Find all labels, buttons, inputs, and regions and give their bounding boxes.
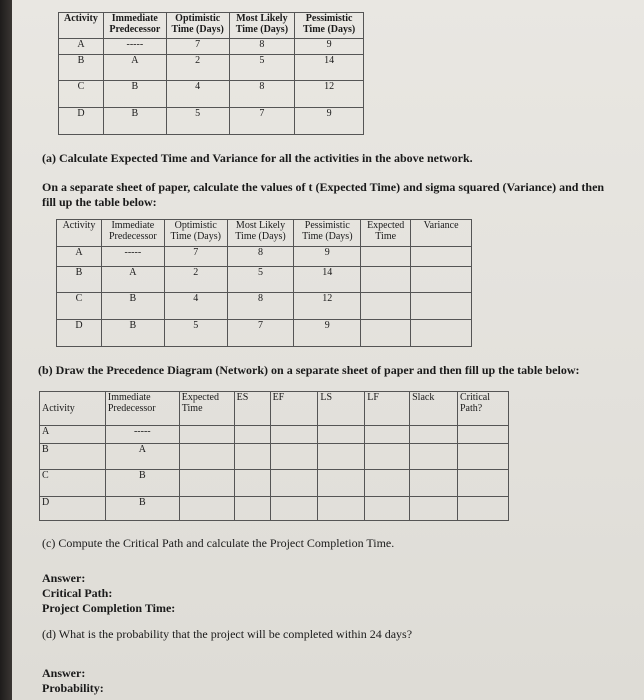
cell: B: [103, 81, 166, 108]
input-cell[interactable]: [270, 444, 318, 470]
header-optimistic: Optimistic Time (Days): [164, 220, 227, 247]
cell: 9: [295, 108, 364, 135]
table-row: [59, 108, 364, 135]
cell: -----: [105, 426, 179, 444]
input-cell[interactable]: [458, 426, 509, 444]
input-cell[interactable]: [318, 426, 365, 444]
header-es: ES: [234, 392, 270, 426]
cell: B: [105, 470, 179, 497]
header-predecessor: Immediate Predecessor: [103, 13, 166, 39]
input-cell[interactable]: [410, 426, 458, 444]
cell: 9: [295, 39, 364, 55]
variance-cell[interactable]: [411, 247, 472, 267]
table-row: [57, 320, 472, 347]
cell: 5: [229, 55, 295, 81]
cell: B: [103, 108, 166, 135]
header-activity: Activity: [59, 13, 104, 39]
cell: A: [101, 267, 164, 293]
table-row: [57, 247, 472, 267]
cell: 4: [166, 81, 229, 108]
cell: -----: [101, 247, 164, 267]
cell: -----: [103, 39, 166, 55]
input-cell[interactable]: [458, 497, 509, 521]
input-cell[interactable]: [179, 444, 234, 470]
cell: A: [59, 39, 104, 55]
table-row: [59, 39, 364, 55]
header-variance: Variance: [411, 220, 472, 247]
table-row: [59, 55, 364, 81]
input-cell[interactable]: [179, 426, 234, 444]
cell: D: [40, 497, 106, 521]
cell: D: [57, 320, 102, 347]
instruction-a-line1: On a separate sheet of paper, calculate the values of t (Expected Time) and sigma squared (Variance) and then: [42, 180, 605, 194]
cell: C: [40, 470, 106, 497]
input-cell[interactable]: [365, 497, 410, 521]
cell: 12: [295, 81, 364, 108]
header-critical-path: Critical Path?: [458, 392, 509, 426]
cell: 9: [294, 320, 361, 347]
input-cell[interactable]: [365, 444, 410, 470]
cell: 8: [227, 247, 294, 267]
header-slack: Slack: [410, 392, 458, 426]
table-row: [57, 293, 472, 320]
activity-times-table: [58, 12, 364, 135]
question-b: (b) Draw the Precedence Diagram (Network) on a separate sheet of paper and then fill up the table below:: [38, 363, 580, 377]
input-cell[interactable]: [318, 444, 365, 470]
cell: 4: [164, 293, 227, 320]
cell: 5: [164, 320, 227, 347]
input-cell[interactable]: [270, 497, 318, 521]
cell: D: [59, 108, 104, 135]
question-c: (c) Compute the Critical Path and calculate the Project Completion Time.: [42, 536, 395, 550]
input-cell[interactable]: [234, 426, 270, 444]
table-row: [40, 444, 509, 470]
cell: 7: [166, 39, 229, 55]
cell: 7: [227, 320, 294, 347]
header-ls: LS: [318, 392, 365, 426]
cell: A: [105, 444, 179, 470]
header-optimistic: Optimistic Time (Days): [166, 13, 229, 39]
input-cell[interactable]: [318, 497, 365, 521]
input-cell[interactable]: [410, 444, 458, 470]
instruction-a-line2: fill up the table below:: [42, 195, 157, 209]
header-expected-time: Expected Time: [361, 220, 411, 247]
cell: B: [105, 497, 179, 521]
cell: 8: [229, 39, 295, 55]
cell: 7: [229, 108, 295, 135]
cell: 2: [166, 55, 229, 81]
input-cell[interactable]: [410, 470, 458, 497]
input-cell[interactable]: [270, 426, 318, 444]
input-cell[interactable]: [270, 470, 318, 497]
table-row: [40, 470, 509, 497]
variance-cell[interactable]: [411, 320, 472, 347]
cell: B: [40, 444, 106, 470]
header-activity: Activity: [57, 220, 102, 247]
header-predecessor: Immediate Predecessor: [101, 220, 164, 247]
input-cell[interactable]: [458, 470, 509, 497]
variance-cell[interactable]: [411, 267, 472, 293]
table-row: [40, 497, 509, 521]
header-activity: Activity: [40, 392, 106, 426]
input-cell[interactable]: [365, 470, 410, 497]
question-a: (a) Calculate Expected Time and Variance for all the activities in the above network.: [42, 151, 473, 165]
cell: A: [103, 55, 166, 81]
header-predecessor: Immediate Predecessor: [105, 392, 179, 426]
cell: 8: [227, 293, 294, 320]
header-ef: EF: [270, 392, 318, 426]
expected-time-variance-table: [56, 219, 472, 347]
expected-time-cell[interactable]: [361, 320, 411, 347]
header-pessimistic: Pessimistic Time (Days): [295, 13, 364, 39]
cell: 5: [166, 108, 229, 135]
cell: 14: [295, 55, 364, 81]
header-expected-time: Expected Time: [179, 392, 234, 426]
input-cell[interactable]: [365, 426, 410, 444]
header-most-likely: Most Likely Time (Days): [229, 13, 295, 39]
input-cell[interactable]: [234, 497, 270, 521]
cell: 8: [229, 81, 295, 108]
input-cell[interactable]: [179, 497, 234, 521]
input-cell[interactable]: [179, 470, 234, 497]
cell: C: [59, 81, 104, 108]
input-cell[interactable]: [458, 444, 509, 470]
table-row: [59, 81, 364, 108]
input-cell[interactable]: [234, 444, 270, 470]
question-d: (d) What is the probability that the project will be completed within 24 days?: [42, 627, 413, 641]
answer-label-c: Answer:: [42, 571, 86, 585]
project-completion-time-label: Project Completion Time:: [42, 601, 176, 615]
cell: 14: [294, 267, 361, 293]
cell: B: [101, 320, 164, 347]
cell: 2: [164, 267, 227, 293]
cell: 7: [164, 247, 227, 267]
input-cell[interactable]: [234, 470, 270, 497]
cell: A: [57, 247, 102, 267]
cell: C: [57, 293, 102, 320]
cell: B: [59, 55, 104, 81]
cell: 12: [294, 293, 361, 320]
header-pessimistic: Pessimistic Time (Days): [294, 220, 361, 247]
answer-label-d: Answer:: [42, 666, 86, 680]
probability-label: Probability:: [42, 681, 104, 695]
input-cell[interactable]: [410, 497, 458, 521]
cell: B: [57, 267, 102, 293]
expected-time-cell[interactable]: [361, 267, 411, 293]
expected-time-cell[interactable]: [361, 293, 411, 320]
variance-cell[interactable]: [411, 293, 472, 320]
photo-shadow-edge: [0, 0, 12, 700]
schedule-table: [39, 391, 509, 521]
expected-time-cell[interactable]: [361, 247, 411, 267]
header-lf: LF: [365, 392, 410, 426]
header-most-likely: Most Likely Time (Days): [227, 220, 294, 247]
cell: B: [101, 293, 164, 320]
cell: A: [40, 426, 106, 444]
input-cell[interactable]: [318, 470, 365, 497]
cell: 9: [294, 247, 361, 267]
cell: 5: [227, 267, 294, 293]
table-row: [57, 267, 472, 293]
table-row: [40, 426, 509, 444]
critical-path-label: Critical Path:: [42, 586, 113, 600]
